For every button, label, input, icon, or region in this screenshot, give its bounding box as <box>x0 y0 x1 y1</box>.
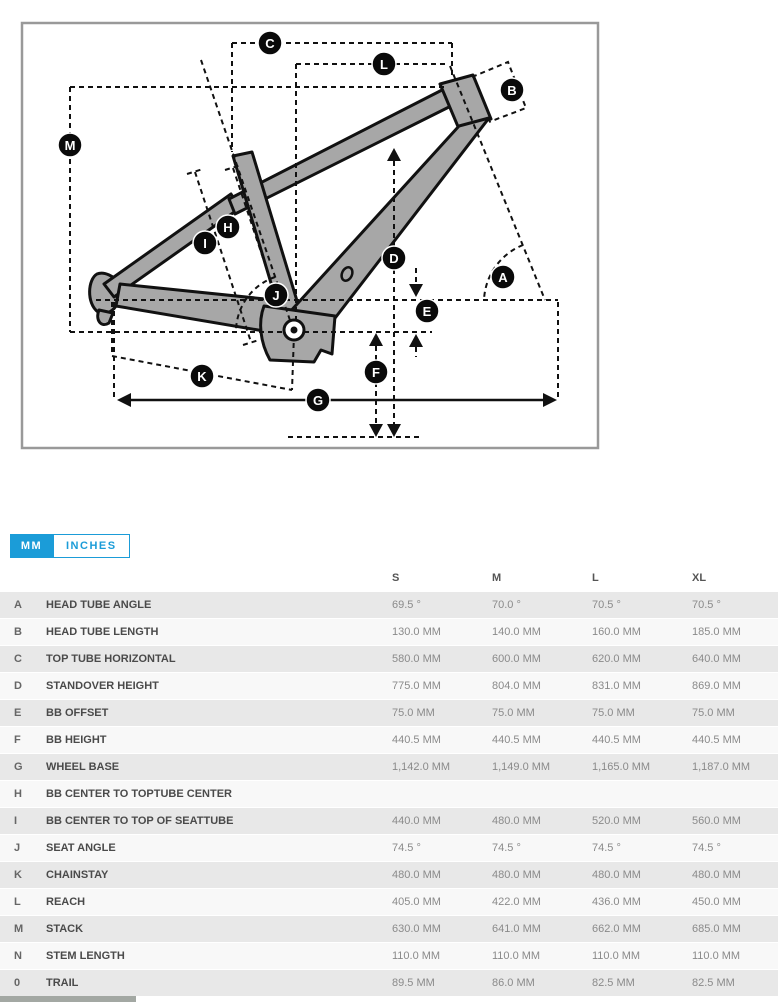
row-name: SEAT ANGLE <box>46 842 116 854</box>
svg-text:M: M <box>64 138 76 153</box>
row-name: HEAD TUBE LENGTH <box>46 626 159 638</box>
diagram-badge-k <box>190 364 214 388</box>
svg-text:J: J <box>272 288 280 303</box>
svg-text:L: L <box>380 57 388 72</box>
row-value-m: 1,149.0 MM <box>492 761 551 773</box>
row-value-s: 440.0 MM <box>392 815 441 827</box>
diagram-badge-b <box>500 78 524 102</box>
row-value-xl: 1,187.0 MM <box>692 761 751 773</box>
diagram-badge-a <box>491 265 515 289</box>
geometry-diagram-svg <box>0 0 620 525</box>
row-value-s: 775.0 MM <box>392 680 441 692</box>
row-value-xl: 440.5 MM <box>692 734 741 746</box>
row-value-xl: 685.0 MM <box>692 923 741 935</box>
row-key: 0 <box>14 977 21 989</box>
row-key: B <box>14 626 22 638</box>
table-header-row <box>0 564 778 592</box>
diagram-badge-e <box>415 299 439 323</box>
row-value-s: 630.0 MM <box>392 923 441 935</box>
geometry-table <box>0 564 778 997</box>
row-key: E <box>14 707 22 719</box>
row-value-l: 82.5 MM <box>592 977 635 989</box>
row-name: CHAINSTAY <box>46 869 109 881</box>
row-name: BB CENTER TO TOPTUBE CENTER <box>46 788 232 800</box>
row-name: REACH <box>46 896 86 908</box>
row-name: STANDOVER HEIGHT <box>46 680 159 692</box>
row-name: HEAD TUBE ANGLE <box>46 599 152 611</box>
row-value-xl: 74.5 ° <box>692 842 721 854</box>
diagram-badge-i <box>193 231 217 255</box>
row-key: G <box>14 761 23 773</box>
row-value-s: 405.0 MM <box>392 896 441 908</box>
row-name: STACK <box>46 923 84 935</box>
row-value-l: 110.0 MM <box>592 950 641 962</box>
geometry-diagram <box>0 0 620 525</box>
row-value-m: 480.0 MM <box>492 869 541 881</box>
table-row <box>0 916 778 942</box>
table-row <box>0 808 778 834</box>
size-header-l: L <box>592 572 599 584</box>
row-value-s: 1,142.0 MM <box>392 761 451 773</box>
row-value-xl: 185.0 MM <box>692 626 741 638</box>
row-value-s: 480.0 MM <box>392 869 441 881</box>
table-row <box>0 889 778 915</box>
row-value-l: 520.0 MM <box>592 815 641 827</box>
row-key: H <box>14 788 22 800</box>
row-key: M <box>14 923 24 935</box>
row-value-s: 89.5 MM <box>392 977 435 989</box>
bottom-bracket-marker <box>284 320 304 340</box>
table-row <box>0 700 778 726</box>
row-value-xl: 480.0 MM <box>692 869 741 881</box>
row-value-s: 130.0 MM <box>392 626 441 638</box>
row-value-s: 74.5 ° <box>392 842 421 854</box>
svg-text:I: I <box>203 236 207 251</box>
row-key: N <box>14 950 22 962</box>
row-name: TRAIL <box>46 977 79 989</box>
row-value-m: 70.0 ° <box>492 599 521 611</box>
row-key: D <box>14 680 22 692</box>
table-row <box>0 727 778 753</box>
row-value-s: 580.0 MM <box>392 653 441 665</box>
row-key: A <box>14 599 22 611</box>
row-value-s: 110.0 MM <box>392 950 441 962</box>
row-value-xl: 640.0 MM <box>692 653 741 665</box>
table-row <box>0 943 778 969</box>
row-value-xl: 560.0 MM <box>692 815 741 827</box>
row-value-l: 831.0 MM <box>592 680 641 692</box>
table-row <box>0 835 778 861</box>
row-value-l: 662.0 MM <box>592 923 641 935</box>
row-value-m: 74.5 ° <box>492 842 521 854</box>
row-value-l: 436.0 MM <box>592 896 641 908</box>
table-row <box>0 619 778 645</box>
row-value-m: 600.0 MM <box>492 653 541 665</box>
row-value-l: 440.5 MM <box>592 734 641 746</box>
diagram-badge-l <box>372 52 396 76</box>
row-key: L <box>14 896 21 908</box>
inches-toggle-button[interactable]: INCHES <box>53 534 130 558</box>
row-value-xl: 75.0 MM <box>692 707 735 719</box>
size-header-s: S <box>392 572 400 584</box>
svg-text:B: B <box>507 83 517 98</box>
table-row <box>0 592 778 618</box>
row-key: F <box>14 734 21 746</box>
row-value-m: 75.0 MM <box>492 707 535 719</box>
row-value-s: 69.5 ° <box>392 599 421 611</box>
diagram-badge-f <box>364 360 388 384</box>
row-value-xl: 70.5 ° <box>692 599 721 611</box>
row-value-m: 86.0 MM <box>492 977 535 989</box>
row-value-m: 480.0 MM <box>492 815 541 827</box>
table-row <box>0 673 778 699</box>
svg-text:F: F <box>372 365 380 380</box>
size-header-xl: XL <box>692 572 707 584</box>
row-value-m: 804.0 MM <box>492 680 541 692</box>
row-value-l: 70.5 ° <box>592 599 621 611</box>
row-name: WHEEL BASE <box>46 761 120 773</box>
table-row <box>0 646 778 672</box>
row-value-m: 440.5 MM <box>492 734 541 746</box>
row-key: C <box>14 653 22 665</box>
row-name: TOP TUBE HORIZONTAL <box>46 653 176 665</box>
row-value-s: 440.5 MM <box>392 734 441 746</box>
svg-text:E: E <box>422 304 432 319</box>
row-name: STEM LENGTH <box>46 950 125 962</box>
row-value-l: 74.5 ° <box>592 842 621 854</box>
row-value-l: 75.0 MM <box>592 707 635 719</box>
svg-text:C: C <box>265 36 275 51</box>
row-value-xl: 110.0 MM <box>692 950 741 962</box>
row-key: I <box>14 815 18 827</box>
row-value-l: 480.0 MM <box>592 869 641 881</box>
row-key: J <box>14 842 21 854</box>
row-name: BB OFFSET <box>46 707 109 719</box>
diagram-badge-h <box>216 215 240 239</box>
row-value-xl: 869.0 MM <box>692 680 741 692</box>
svg-text:G: G <box>312 393 324 408</box>
diagram-badge-c <box>258 31 282 55</box>
diagram-badge-j <box>264 283 288 307</box>
row-value-m: 422.0 MM <box>492 896 541 908</box>
row-value-m: 110.0 MM <box>492 950 541 962</box>
diagram-badge-g <box>306 388 330 412</box>
svg-text:H: H <box>223 220 233 235</box>
row-value-xl: 82.5 MM <box>692 977 735 989</box>
horizontal-scrollbar-thumb[interactable] <box>0 996 136 1002</box>
row-name: BB CENTER TO TOP OF SEATTUBE <box>46 815 234 827</box>
table-row <box>0 862 778 888</box>
table-row <box>0 970 778 996</box>
diagram-badge-m <box>58 133 82 157</box>
svg-text:K: K <box>197 369 207 384</box>
unit-toggle <box>10 534 130 558</box>
svg-text:D: D <box>389 251 399 266</box>
mm-toggle-button[interactable]: MM <box>10 534 53 558</box>
diagram-badge-d <box>382 246 406 270</box>
row-value-s: 75.0 MM <box>392 707 435 719</box>
row-value-xl: 450.0 MM <box>692 896 741 908</box>
row-key: K <box>14 869 22 881</box>
svg-text:A: A <box>498 270 508 285</box>
row-value-m: 641.0 MM <box>492 923 541 935</box>
row-name: BB HEIGHT <box>46 734 107 746</box>
table-row <box>0 754 778 780</box>
row-value-l: 160.0 MM <box>592 626 641 638</box>
row-value-l: 620.0 MM <box>592 653 641 665</box>
row-value-m: 140.0 MM <box>492 626 541 638</box>
size-header-m: M <box>492 572 502 584</box>
row-value-l: 1,165.0 MM <box>592 761 651 773</box>
table-row <box>0 781 778 807</box>
